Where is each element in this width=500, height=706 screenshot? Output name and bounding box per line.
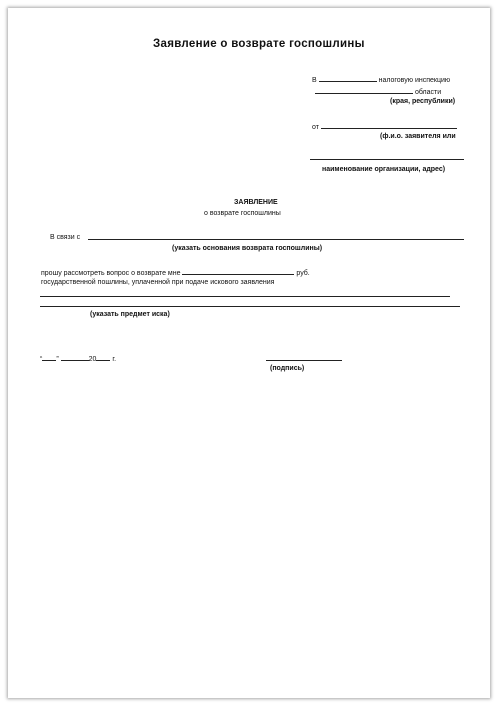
claim-subject-field-2[interactable] [40, 306, 460, 307]
day-field[interactable] [42, 353, 59, 363]
document-title: Заявление о возврате госпошлины [153, 38, 365, 50]
region-line [315, 86, 441, 97]
heading: ЗАЯВЛЕНИЕ [234, 199, 278, 206]
date-open-quote: “ [40, 356, 43, 363]
amount-field[interactable] [182, 267, 294, 275]
reason-hint: (указать основания возврата госпошлины) [172, 245, 323, 252]
inspection-number-field[interactable] [319, 74, 377, 82]
document-page [8, 8, 490, 698]
year-field[interactable] [96, 353, 110, 361]
in-connection-label: В связи с [50, 234, 81, 241]
region-field[interactable] [315, 86, 413, 94]
fee-text: государственной пошлины, уплаченной при подаче искового заявления [41, 279, 275, 286]
signature-hint: (подпись) [270, 365, 305, 372]
year-suffix: г. [112, 356, 117, 363]
request-prefix: прошу рассмотреть вопрос о возврате мне [41, 270, 181, 277]
month-field[interactable] [61, 353, 89, 361]
org-hint: наименование организации, адрес) [322, 166, 446, 173]
date-close-quote: ” [56, 356, 59, 363]
applicant-field[interactable] [321, 121, 457, 129]
year-prefix: 20 [88, 356, 97, 363]
addressee-line [312, 74, 450, 85]
signature-field[interactable] [266, 360, 342, 361]
region-label: области [414, 89, 442, 96]
from-prefix: от [312, 124, 319, 131]
applicant-line [312, 121, 457, 132]
address-field[interactable] [310, 159, 464, 160]
reason-field[interactable] [88, 239, 464, 240]
reason-line [50, 233, 80, 242]
currency-label: руб. [296, 270, 310, 277]
claim-subject-field-1[interactable] [40, 296, 450, 297]
inspection-label: налоговую инспекцию [378, 77, 451, 84]
subject-hint: (указать предмет иска) [90, 311, 170, 318]
to-prefix: В [312, 77, 317, 84]
applicant-hint: (ф.и.о. заявителя или [380, 133, 456, 140]
subheading: о возврате госпошлины [204, 210, 281, 217]
region-hint: (края, республики) [390, 98, 456, 105]
date-line [40, 353, 116, 364]
request-line [41, 267, 310, 278]
